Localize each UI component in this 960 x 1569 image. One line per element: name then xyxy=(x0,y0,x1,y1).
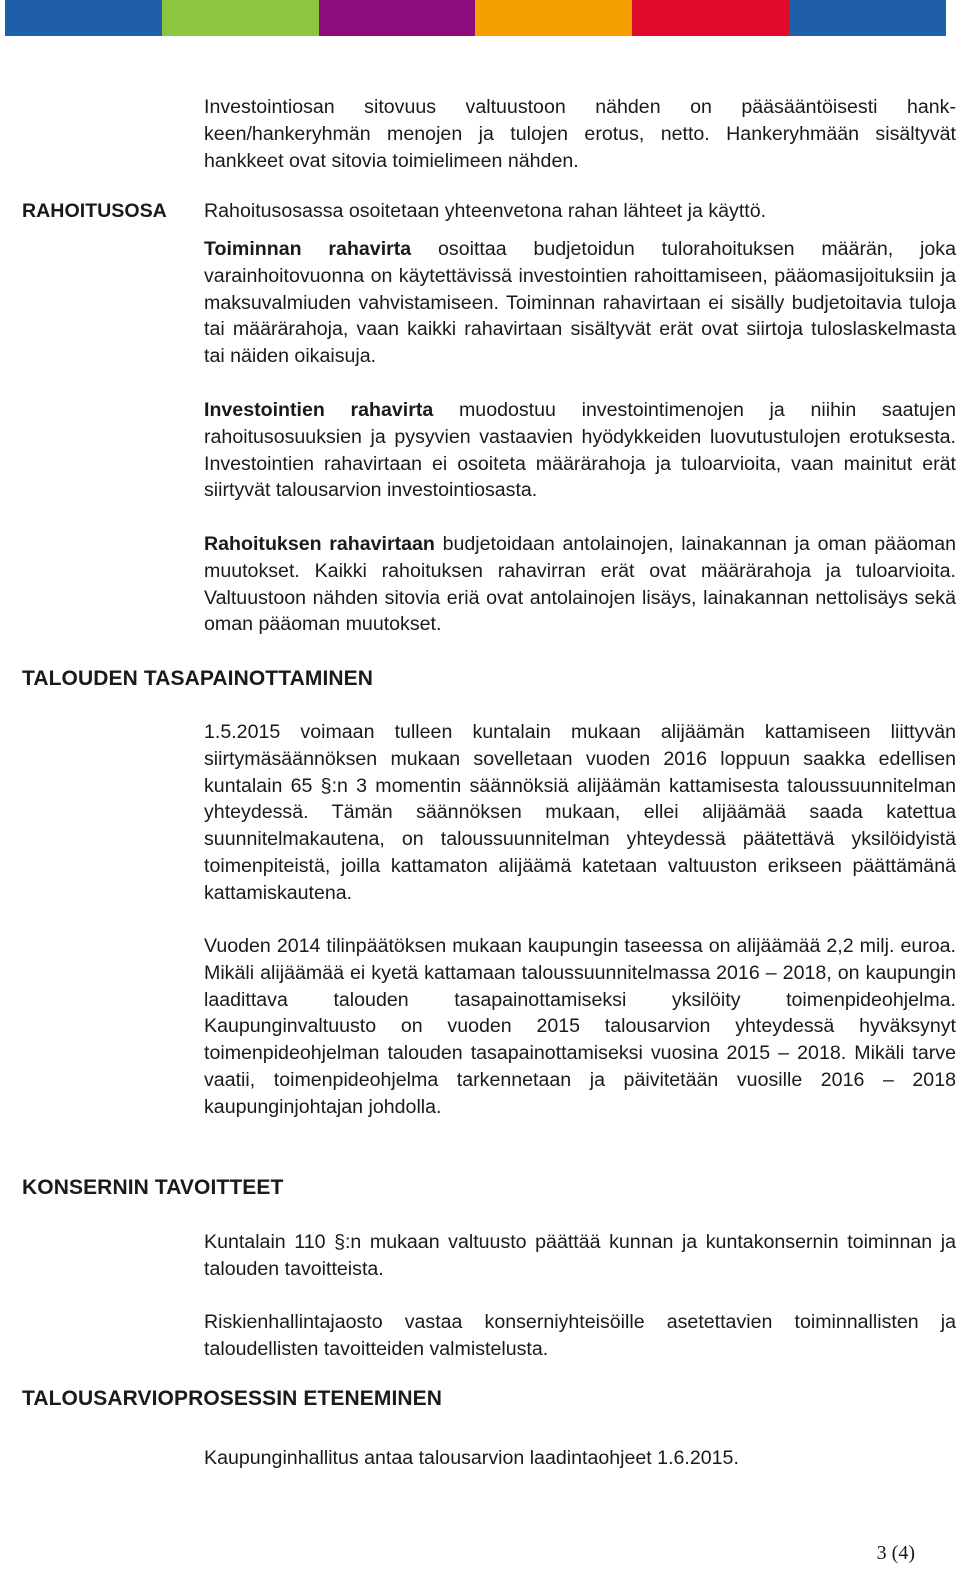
paragraph-budget-guidelines: Kaupunginhallitus antaa talousarvion laadintaohjeet 1.6.2015. xyxy=(204,1447,739,1469)
paragraph-municipal-act: Kuntalain 110 §:n mukaan valtuusto päättää kunnan ja kuntakonsernin toiminnan ja talouden tavoitteista. xyxy=(204,1231,956,1280)
page-number: 3 (4) xyxy=(876,1542,915,1564)
paragraph-risk-management: Riskienhallintajaosto vastaa konserniyhteisöille asetettavien toiminnallisten ja taloudellisten tavoitteiden valmistelusta. xyxy=(204,1311,956,1360)
paragraph-financing-cash-flow-text: budjetoidaan antolainojen, lainakannan ja oman pääoman muutokset. Kaikki rahoituksen rahavirran erät ovat määrärahoja ja tuloarvioita. Valtuustoon nähden sitovia eriä ovat antolainojen lisäys, lainakannan nettolisäys sekä oman pääoman muutokset. xyxy=(204,533,956,636)
paragraph-investment-binding: Investointiosan sitovuus valtuustoon nähden on pääsääntöisesti hankkeen/hankeryhmän menojen ja tulojen erotus, netto. Hankeryhmään sisältyvät hankkeet ovat sitovia toimielimeen nähden. xyxy=(204,96,956,172)
paragraph-investment-cash-flow xyxy=(204,397,956,504)
heading-balancing: TALOUDEN TASAPAINOTTAMINEN xyxy=(22,667,374,690)
paragraph-rahoitusosa: Rahoitusosassa osoitetaan yhteenvetona rahan lähteet ja käyttö. xyxy=(204,200,767,222)
paragraph-deficit-2014: Vuoden 2014 tilinpäätöksen mukaan kaupungin taseessa on alijäämää 2,2 milj. euroa. Mikäli alijäämää ei kyetä kattamaan taloussuunnitelmassa 2016 – 2018, on kaupungin laadittava talouden tasapainottamiseksi yksilöity toimenpideohjelma. Kaupunginvaltuusto on vuoden 2015 talousarvion yhteydessä hyväksynyt toimenpideohjelman talouden tasapainottamiseksi vuosina 2015 – 2018. Mikäli tarve vaatii, toimenpideohjelma tarkennetaan ja päivitetään vuosille 2016 – 2018 kaupunginjohtajan johdolla. xyxy=(204,935,956,1118)
term-investment-cash-flow: Investointien rahavirta xyxy=(204,399,434,421)
term-operating-cash-flow: Toiminnan rahavirta xyxy=(204,238,412,260)
color-bar-segment-blue xyxy=(5,0,162,36)
paragraph-operating-cash-flow xyxy=(204,236,956,370)
color-bar-segment-purple xyxy=(319,0,476,36)
color-bar-segment-red xyxy=(632,0,789,36)
heading-budget-process: TALOUSARVIOPROSESSIN ETENEMINEN xyxy=(22,1387,443,1410)
color-bar-segment-orange xyxy=(475,0,632,36)
header-color-bar xyxy=(5,0,946,36)
paragraph-deficit-rules: 1.5.2015 voimaan tulleen kuntalain mukaan alijäämän kattamiseen liittyvän siirtymäsäännöksen mukaan sovelletaan vuoden 2016 loppuun saakka edellisen kuntalain 65 §:n 3 momentin säännöksiä alijäämän kattamisesta taloussuunnitelman yhteydessä. Tämän säännöksen mukaan, ellei alijäämää saada katettua suunnitelmakautena, on taloussuunnitelman yhteydessä päätettävä yksilöidyistä toimenpiteistä, joilla kattamaton alijäämä katetaan valtuuston erikseen päättämänä kattamiskautena. xyxy=(204,721,956,904)
color-bar-segment-green xyxy=(162,0,319,36)
heading-group-goals: KONSERNIN TAVOITTEET xyxy=(22,1176,284,1199)
paragraph-financing-cash-flow xyxy=(204,531,956,638)
paragraph-operating-cash-flow-text: osoittaa budjetoidun tulorahoituksen määrän, joka varainhoitovuonna on käytettävissä investointien rahoittamiseen, pääomasijoituksiin ja maksuvalmiuden vahvistamiseen. Toiminnan rahavirtaan ei sisälly budjetoitavia tuloja tai määrärahoja, vaan kaikki rahavirtaan sisältyvät erät ovat siirtoja tuloslaskelmasta tai näiden oikaisuja. xyxy=(204,238,956,368)
paragraph-investment-cash-flow-text: muodostuu investointimenojen ja niihin saatujen rahoitusosuuksien ja pysyvien vastaavien hyödykkeiden luovutustulojen erotuksesta. Investointien rahavirtaan ei osoiteta määrärahoja ja tuloarvioita, vaan mainitut erät siirtyvät talousarvion investointiosasta. xyxy=(204,399,956,502)
term-financing-cash-flow: Rahoituksen rahavirtaan xyxy=(204,533,435,555)
label-rahoitusosa: RAHOITUSOSA xyxy=(22,200,167,222)
color-bar-segment-blue-2 xyxy=(789,0,946,36)
